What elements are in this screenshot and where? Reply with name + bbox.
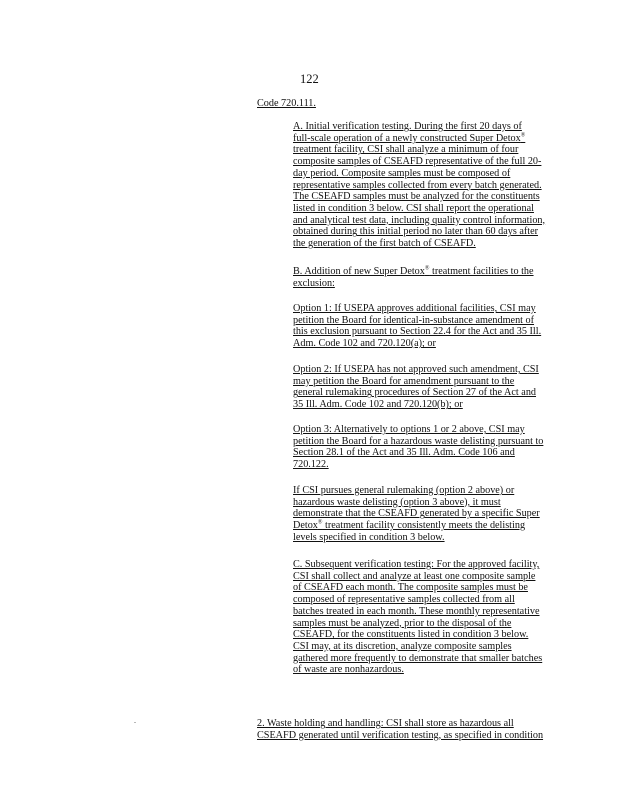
text-line: CSEAFD generated until verification testing, as specified in condition — [257, 729, 544, 741]
text-line: petition the Board for identical-in-substance amendment of — [293, 314, 535, 326]
text-line: samples must be analyzed, prior to the disposal of the — [293, 617, 512, 629]
text-line: Option 3: Alternatively to options 1 or 2 above, CSI may — [293, 424, 525, 435]
text-line: this exclusion pursuant to Section 22.4 for the Act and 35 Ill. — [293, 326, 542, 338]
page-number: 122 — [300, 72, 319, 86]
text-line: CSI may, at its discretion, analyze composite samples — [293, 640, 512, 652]
if-csi-pursues-paragraph — [293, 485, 545, 544]
text-line: petition the Board for a hazardous waste delisting pursuant to — [293, 435, 544, 447]
text-line: Option 2: If USEPA has not approved such amendment, CSI — [293, 364, 539, 375]
text-line: A. Initial verification testing. During the first 20 days of — [293, 121, 522, 132]
section-2-waste-holding — [257, 718, 547, 741]
text-line: 720.122. — [293, 459, 329, 471]
text-line: hazardous waste delisting (option 3 above), it must — [293, 496, 501, 508]
text-line: gathered more frequently to demonstrate that smaller batches — [293, 652, 543, 664]
text-line: 2. Waste holding and handling: CSI shall store as hazardous all — [257, 718, 514, 729]
text-line: composite samples of CSEAFD representative of the full 20- — [293, 156, 542, 168]
text-line: may petition the Board for amendment pursuant to the — [293, 375, 515, 387]
text-line: demonstrate that the CSEAFD generated by a specific Super — [293, 508, 540, 520]
text-line: If CSI pursues general rulemaking (option 2 above) or — [293, 485, 515, 496]
text-line: representative samples collected from every batch generated. — [293, 179, 542, 191]
text-line: obtained during this initial period no later than 60 days after — [293, 226, 539, 238]
text-line: the generation of the first batch of CSEAFD. — [293, 238, 476, 250]
text-line: Option 1: If USEPA approves additional facilities, CSI may — [293, 303, 536, 314]
text-line: and analytical test data, including quality control information, — [293, 214, 546, 226]
option-1-paragraph — [293, 303, 545, 350]
section-c-subsequent-verification — [293, 559, 545, 676]
text-line: full-scale operation of a newly constructed Super Detox® — [293, 132, 526, 144]
option-2-paragraph — [293, 364, 545, 411]
option-3-paragraph — [293, 424, 545, 471]
text-line: Section 28.1 of the Act and 35 Ill. Adm. Code 106 and — [293, 447, 515, 459]
text-line: listed in condition 3 below. CSI shall report the operational — [293, 202, 534, 214]
text-line: Detox® treatment facility consistently meets the delisting — [293, 519, 526, 532]
text-line: day period. Composite samples must be composed of — [293, 167, 511, 179]
text-line: levels specified in condition 3 below. — [293, 531, 445, 543]
text-line: treatment facility, CSI shall analyze a minimum of four — [293, 144, 519, 156]
section-b-addition-facilities — [293, 266, 545, 289]
text-line: The CSEAFD samples must be analyzed for the constituents — [293, 191, 540, 203]
text-line: general rulemaking procedures of Section 27 of the Act and — [293, 387, 537, 399]
text-line: C. Subsequent verification testing: For the approved facility, — [293, 559, 540, 570]
text-line: B. Addition of new Super Detox® treatment facilities to the — [293, 265, 534, 277]
text-line: exclusion: — [293, 277, 335, 289]
text-line: CSEAFD, for the constituents listed in condition 3 below. — [293, 629, 529, 641]
margin-mark: . — [134, 716, 136, 725]
text-line: CSI shall collect and analyze at least one composite sample — [293, 570, 536, 582]
section-a-initial-verification — [293, 121, 545, 250]
text-line: Adm. Code 102 and 720.120(a); or — [293, 338, 436, 350]
text-line: composed of representative samples collected from all — [293, 594, 515, 606]
text-line: of CSEAFD each month. The composite samples must be — [293, 582, 528, 594]
code-reference: Code 720.111. — [257, 98, 316, 109]
text-line: of waste are nonhazardous. — [293, 664, 404, 676]
text-line: 35 Ill. Adm. Code 102 and 720.120(b); or — [293, 399, 463, 411]
text-line: batches treated in each month. These monthly representative — [293, 605, 540, 617]
